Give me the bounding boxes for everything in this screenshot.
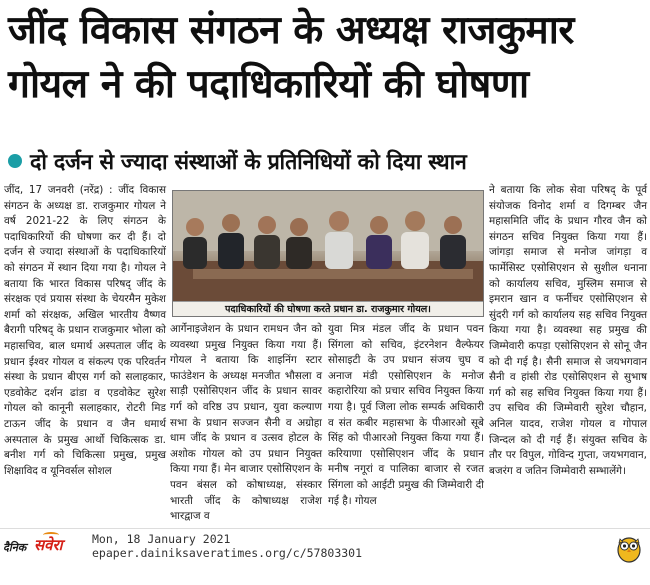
epaper-footer [0,528,650,585]
headline [8,4,642,112]
epaper-url[interactable]: epaper.dainiksaveratimes.org/c/57803301 [92,546,363,560]
subheadline [8,146,642,176]
article-column-1 [4,183,166,479]
column-1-text: जींद, 17 जनवरी (नरेंद्र) : जींद विकास संगठन के अध्यक्ष डा. राजकुमार गोयल ने वर्ष 2021-22 के लिए संगठन के पदाधिकारियों की घोषणा कर दी हैं। दो दर्जन से ज्यादा संस्थाओं के पदाधिकारियों को संगठन में स्थान दिया गया है। गोयल ने बताया कि भारत विकास परिषद् जींद के संरक्षक एवं प्रयास संस्था के चेयरमैन मुकेश शर्मा को संरक्षक, अखिल भारतीय वैष्णव बैरागी परिषद् के प्रधान राजकुमार भोला को महासचिव, बाल धमार्थ अस्पताल जींद के प्रधान ईश्वर गोयल व संकल्प एक परिवर्तन संस्था के प्रधान बीएस गर्ग को सलाहकार, एडवोकेट दर्शन ढांडा व एडवोकेट सुरेश गोयल को कानूनी सलाहकार, रोटरी मिड टाऊन जींद के प्रधान व जैन धमार्थ अस्पताल के प्रमुख आर्थो चिकित्सक डा. बनीश गर्ग को चिकित्सा प्रमुख, प्रमुख शिक्षाविद व यूनिवर्सल सोशल [4,184,166,477]
logo-word-savera: सवेरा [34,536,63,554]
group-photo [173,191,483,301]
article-column-3 [328,322,484,509]
owl-icon[interactable] [616,533,642,563]
dainik-savera-logo[interactable] [3,535,81,561]
edition-date: Mon, 18 January 2021 [92,532,231,546]
news-photo [172,190,484,317]
column-2-text: आर्गेनाइजेशन के प्रधान रामधन जैन को व्यवस्था प्रमुख नियुक्त किया गया हैं। गोयल ने बताया कि शाइनिंग स्टार फाउंडेशन के अध्यक्ष मनजीत भौसला व साड़ी एसोसिएशन जींद के प्रधान सावर गर्ग को वरिष्ठ उप प्रधान, युवा कल्याण सभा के प्रधान सज्जन सैनी व अग्रोहा धाम जींद के प्रधान व उत्सव होटल के अशोक गोयल को उप प्रधान नियुक्त किया गया हैं। मेन बाजार एसोसिएशन के पवन बंसल को कोषाध्यक्ष, संस्कार भारती जींद के कोषाध्यक्ष राजेश भारद्वाज व [170,323,322,523]
footer-info [92,532,362,560]
logo-word-dainik: दैनिक [3,541,27,554]
group-photo-illustration [173,191,483,301]
headline-line-1: जींद विकास संगठन के अध्यक्ष राजकुमार [8,8,574,53]
subheadline-text: दो दर्जन से ज्यादा संस्थाओं के प्रतिनिधियों को दिया स्थान [30,149,467,175]
bullet-icon [8,154,22,168]
column-3-text: युवा मित्र मंडल जींद के प्रधान पवन सिंगला को सचिव, इंटरनेशन वैल्फेयर सोसाइटी के उप प्रधान संजय चुघ व अनाज मंडी एसोसिएशन के मनोज कहारोरिया को प्रचार सचिव नियुक्त किया गया है। पूर्व जिला लोक सम्पर्क अधिकारी व संत कबीर महासभा के पीआरओ सूबे सिंह को पीआरओ नियुक्त किया गया हैं। करियाणा एसोसिएशन जींद के प्रधान मनीष नगूरां व पालिका बाजार से रजत सिंगला को आईटी प्रमुख की जिम्मेवारी दी गई है। गोयल [328,323,484,507]
photo-caption: पदाधिकारियों की घोषणा करते प्रधान डा. राजकुमार गोयल। [173,301,483,316]
headline-line-2: गोयल ने की पदाधिकारियों की घोषणा [8,62,529,107]
article-column-2 [170,322,322,525]
article-column-4 [489,183,647,479]
column-4-text: ने बताया कि लोक सेवा परिषद् के पूर्व संयोजक विनोद शर्मा व दिगम्बर जैन महासमिति जींद के प्रधान गौरव जैन को संगठन सचिव नियुक्त किया गया हैं। जांगड़ा समाज से मनोज जांगड़ा व फार्मेसिस्ट एसोसिएशन से सुशील धनाना को कार्यालय सचिव, मुस्लिम समाज से इमरान खान व फर्नीचर एसोसिएशन से सुंदरी गर्ग को कार्यालय सह सचिव नियुक्त किया गया है। व्यवस्था सह प्रमुख की जिम्मेवारी कपड़ा एसोसिएशन से सोनू जैन को दी गई है। सैनी समाज से जयभगवान सैनी व हांसी रोड एसोसिएशन से सुभाष गर्ग को सह सचिव नियुक्त किया गया हैं। उप सचिव की जिम्मेवारी सुरेश चौहान, अनिल यादव, राजेश गोयल व गोपाल जिन्दल को दी गई हैं। संयुक्त सचिव के तौर पर विपुल, गोविन्द गुप्ता, जयभगवान, बजरंग व जतिन जिम्मेवारी सम्भालेंगे। [489,184,647,477]
